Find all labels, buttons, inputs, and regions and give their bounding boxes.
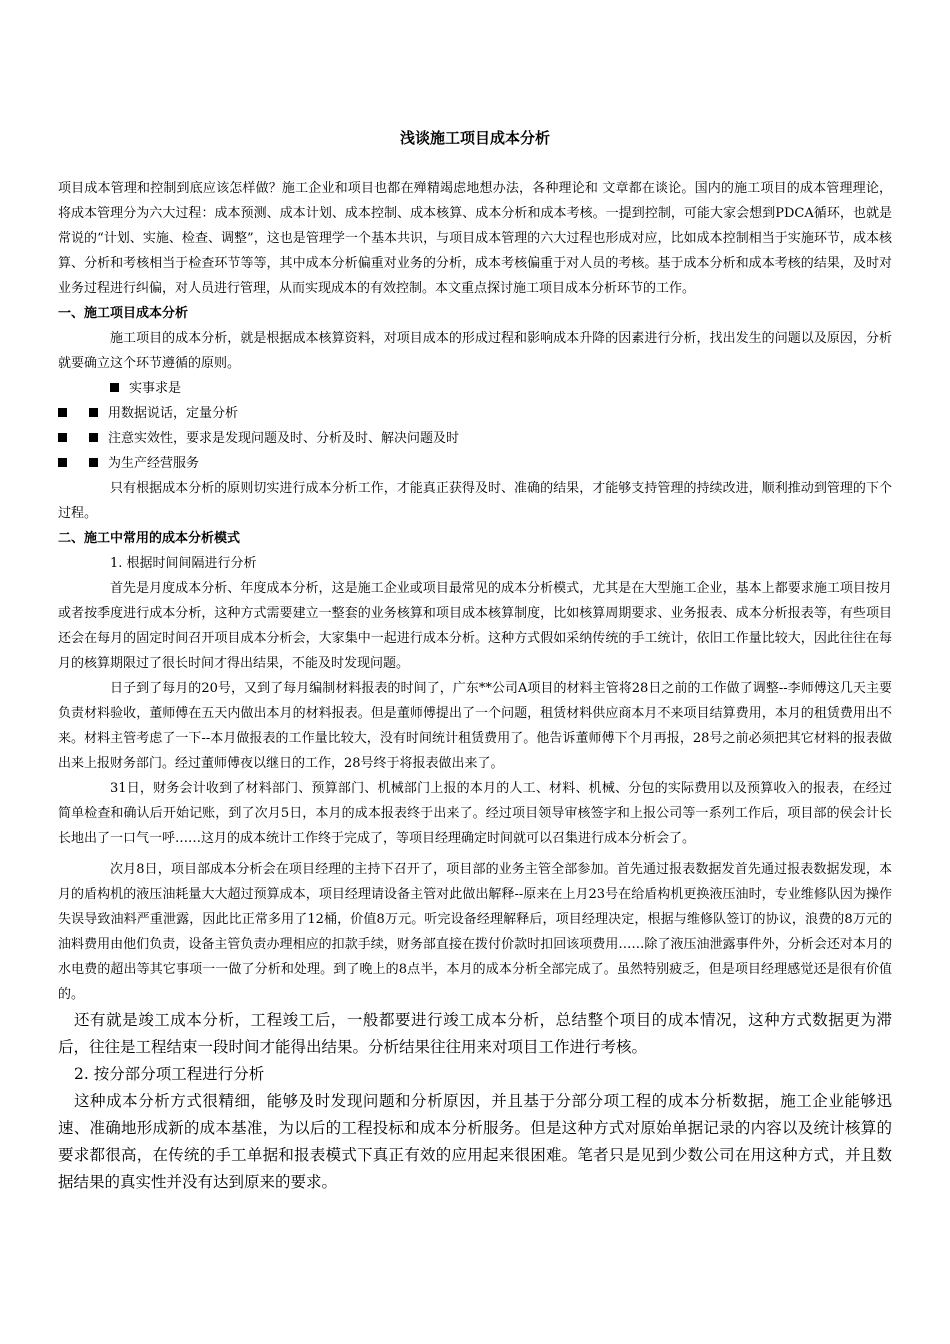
paragraph: 31日，财务会计收到了材料部门、预算部门、机械部门上报的本月的人工、材料、机械、分包的实际费用以及预算收入的报表，在经过简单检查和确认后开始记账，到了次月5日，本月的成本报表终于出来了。经过项目领导审核签字和上报公司等一系列工作后，项目部的侯会计长长地出了一口气一呼……这月的成本统计工作终于完成了，等项目经理确定时间就可以召集进行成本分析会了。	[58, 781, 892, 846]
intro-paragraph: 项目成本管理和控制到底应该怎样做？施工企业和项目也都在殚精竭虑地想办法，各种理论和 文章都在谈论。国内的施工项目的成本管理理论，将成本管理分为六大过程：成本预测、成本计划、成本控制、成本核算、成本分析和成本考核。一提到控制，可能大家会想到PDCA循环，也就是常说的“计划、实施、检查、调整”，这也是管理学一个基本共识，与项目成本管理的六大过程也形成对应，比如成本控制相当于实施环节，成本核算、分析和考核相当于检查环节等等，其中成本分析偏重对业务的分析，成本考核偏重于对人员的考核。基于成本分析和成本考核的结果，及时对业务过程进行纠偏，对人员进行管理，从而实现成本的有效控制。本文重点探讨施工项目成本分析环节的工作。	[58, 181, 892, 296]
paragraph: 这种成本分析方式很精细，能够及时发现问题和分析原因，并且基于分部分项工程的成本分析数据，施工企业能够迅速、准确地形成新的成本基准，为以后的工程投标和成本分析服务。但是这种方式对原始单据记录的内容以及统计核算的要求都很高，在传统的手工单据和报表模式下真正有效的应用起来很困难。笔者只是见到少数公司在用这种方式，并且数据结果的真实性并没有达到原来的要求。	[58, 1092, 892, 1191]
bullet-item: 实事求是	[58, 376, 892, 401]
section1-closing: 只有根据成本分析的原则切实进行成本分析工作，才能真正获得及时、准确的结果，才能够支持管理的持续改进，顺利推动到管理的下个过程。	[58, 481, 892, 521]
section1-paragraph: 施工项目的成本分析，就是根据成本核算资料，对项目成本的形成过程和影响成本升降的因素进行分析，找出发生的问题以及原因，分析就要确立这个环节遵循的原则。	[58, 331, 892, 371]
square-bullet-icon	[89, 408, 98, 417]
paragraph: 首先是月度成本分析、年度成本分析，这是施工企业或项目最常见的成本分析模式，尤其是在大型施工企业，基本上都要求施工项目按月或者按季度进行成本分析，这种方式需要建立一整套的业务核算和项目成本核算制度，比如核算周期要求、业务报表、成本分析报表等，有些项目还会在每月的固定时间召开项目成本分析会，大家集中一起进行成本分析。这种方式假如采纳传统的手工统计，依旧工作量比较大，因此往往在每月的核算期限过了很长时间才得出结果，不能及时发现问题。	[58, 581, 892, 671]
page-title: 浅谈施工项目成本分析	[399, 129, 550, 147]
square-bullet-icon	[58, 433, 67, 442]
bullet-item: 用数据说话，定量分析	[58, 401, 892, 426]
subheading-time-interval: 1. 根据时间间隔进行分析	[110, 556, 257, 571]
square-bullet-icon	[89, 433, 98, 442]
subheading-by-subproject: 2. 按分部分项工程进行分析	[74, 1065, 265, 1083]
bullet-item: 注意实效性，要求是发现问题及时、分析及时、解决问题及时	[58, 426, 892, 451]
square-bullet-icon	[58, 408, 67, 417]
square-bullet-icon	[89, 458, 98, 467]
square-bullet-icon	[110, 383, 119, 392]
section2-heading: 二、施工中常用的成本分析模式	[58, 531, 241, 546]
paragraph: 次月8日，项目部成本分析会在项目经理的主持下召开了，项目部的业务主管全部参加。首先通过报表数据发首先通过报表数据发现，本月的盾构机的液压油耗量大大超过预算成本，项目经理请设备主管对此做出解释--原来在上月23号在给盾构机更换液压油时，专业维修队因为操作失误导致油料严重泄露，因此比正常多用了12桶，价值8万元。听完设备经理解释后，项目经理决定，根据与维修队签订的协议，浪费的8万元的油料费用由他们负责，设备主管负责办理相应的扣款手续，财务部直接在拨付价款时扣回该项费用……除了液压油泄露事件外，分析会还对本月的水电费的超出等其它事项一一做了分析和处理。到了晚上的8点半，本月的成本分析全部完成了。虽然特别疲乏，但是项目经理感觉还是很有价值的。	[58, 862, 892, 1002]
document-body	[58, 176, 892, 1196]
bullet-item: 为生产经营服务	[58, 451, 892, 476]
paragraph: 日子到了每月的20号，又到了每月编制材料报表的时间了，广东**公司A项目的材料主管将28日之前的工作做了调整--李师傅这几天主要负责材料验收，董师傅在五天内做出本月的材料报表。但是董师傅提出了一个问题，租赁材料供应商本月不来项目结算费用，本月的租赁费用出不来。材料主管考虑了一下--本月做报表的工作量比较大，没有时间统计租赁费用了。他告诉董师傅下个月再报，28号之前必须把其它材料的报表做出来上报财务部门。经过董师傅夜以继日的工作，28号终于将报表做出来了。	[58, 681, 892, 771]
section1-heading: 一、施工项目成本分析	[58, 306, 189, 321]
paragraph: 还有就是竣工成本分析，工程竣工后，一般都要进行竣工成本分析，总结整个项目的成本情况，这种方式数据更为滞后，往往是工程结束一段时间才能得出结果。分析结果往往用来对项目工作进行考核。	[58, 1011, 892, 1056]
square-bullet-icon	[58, 458, 67, 467]
